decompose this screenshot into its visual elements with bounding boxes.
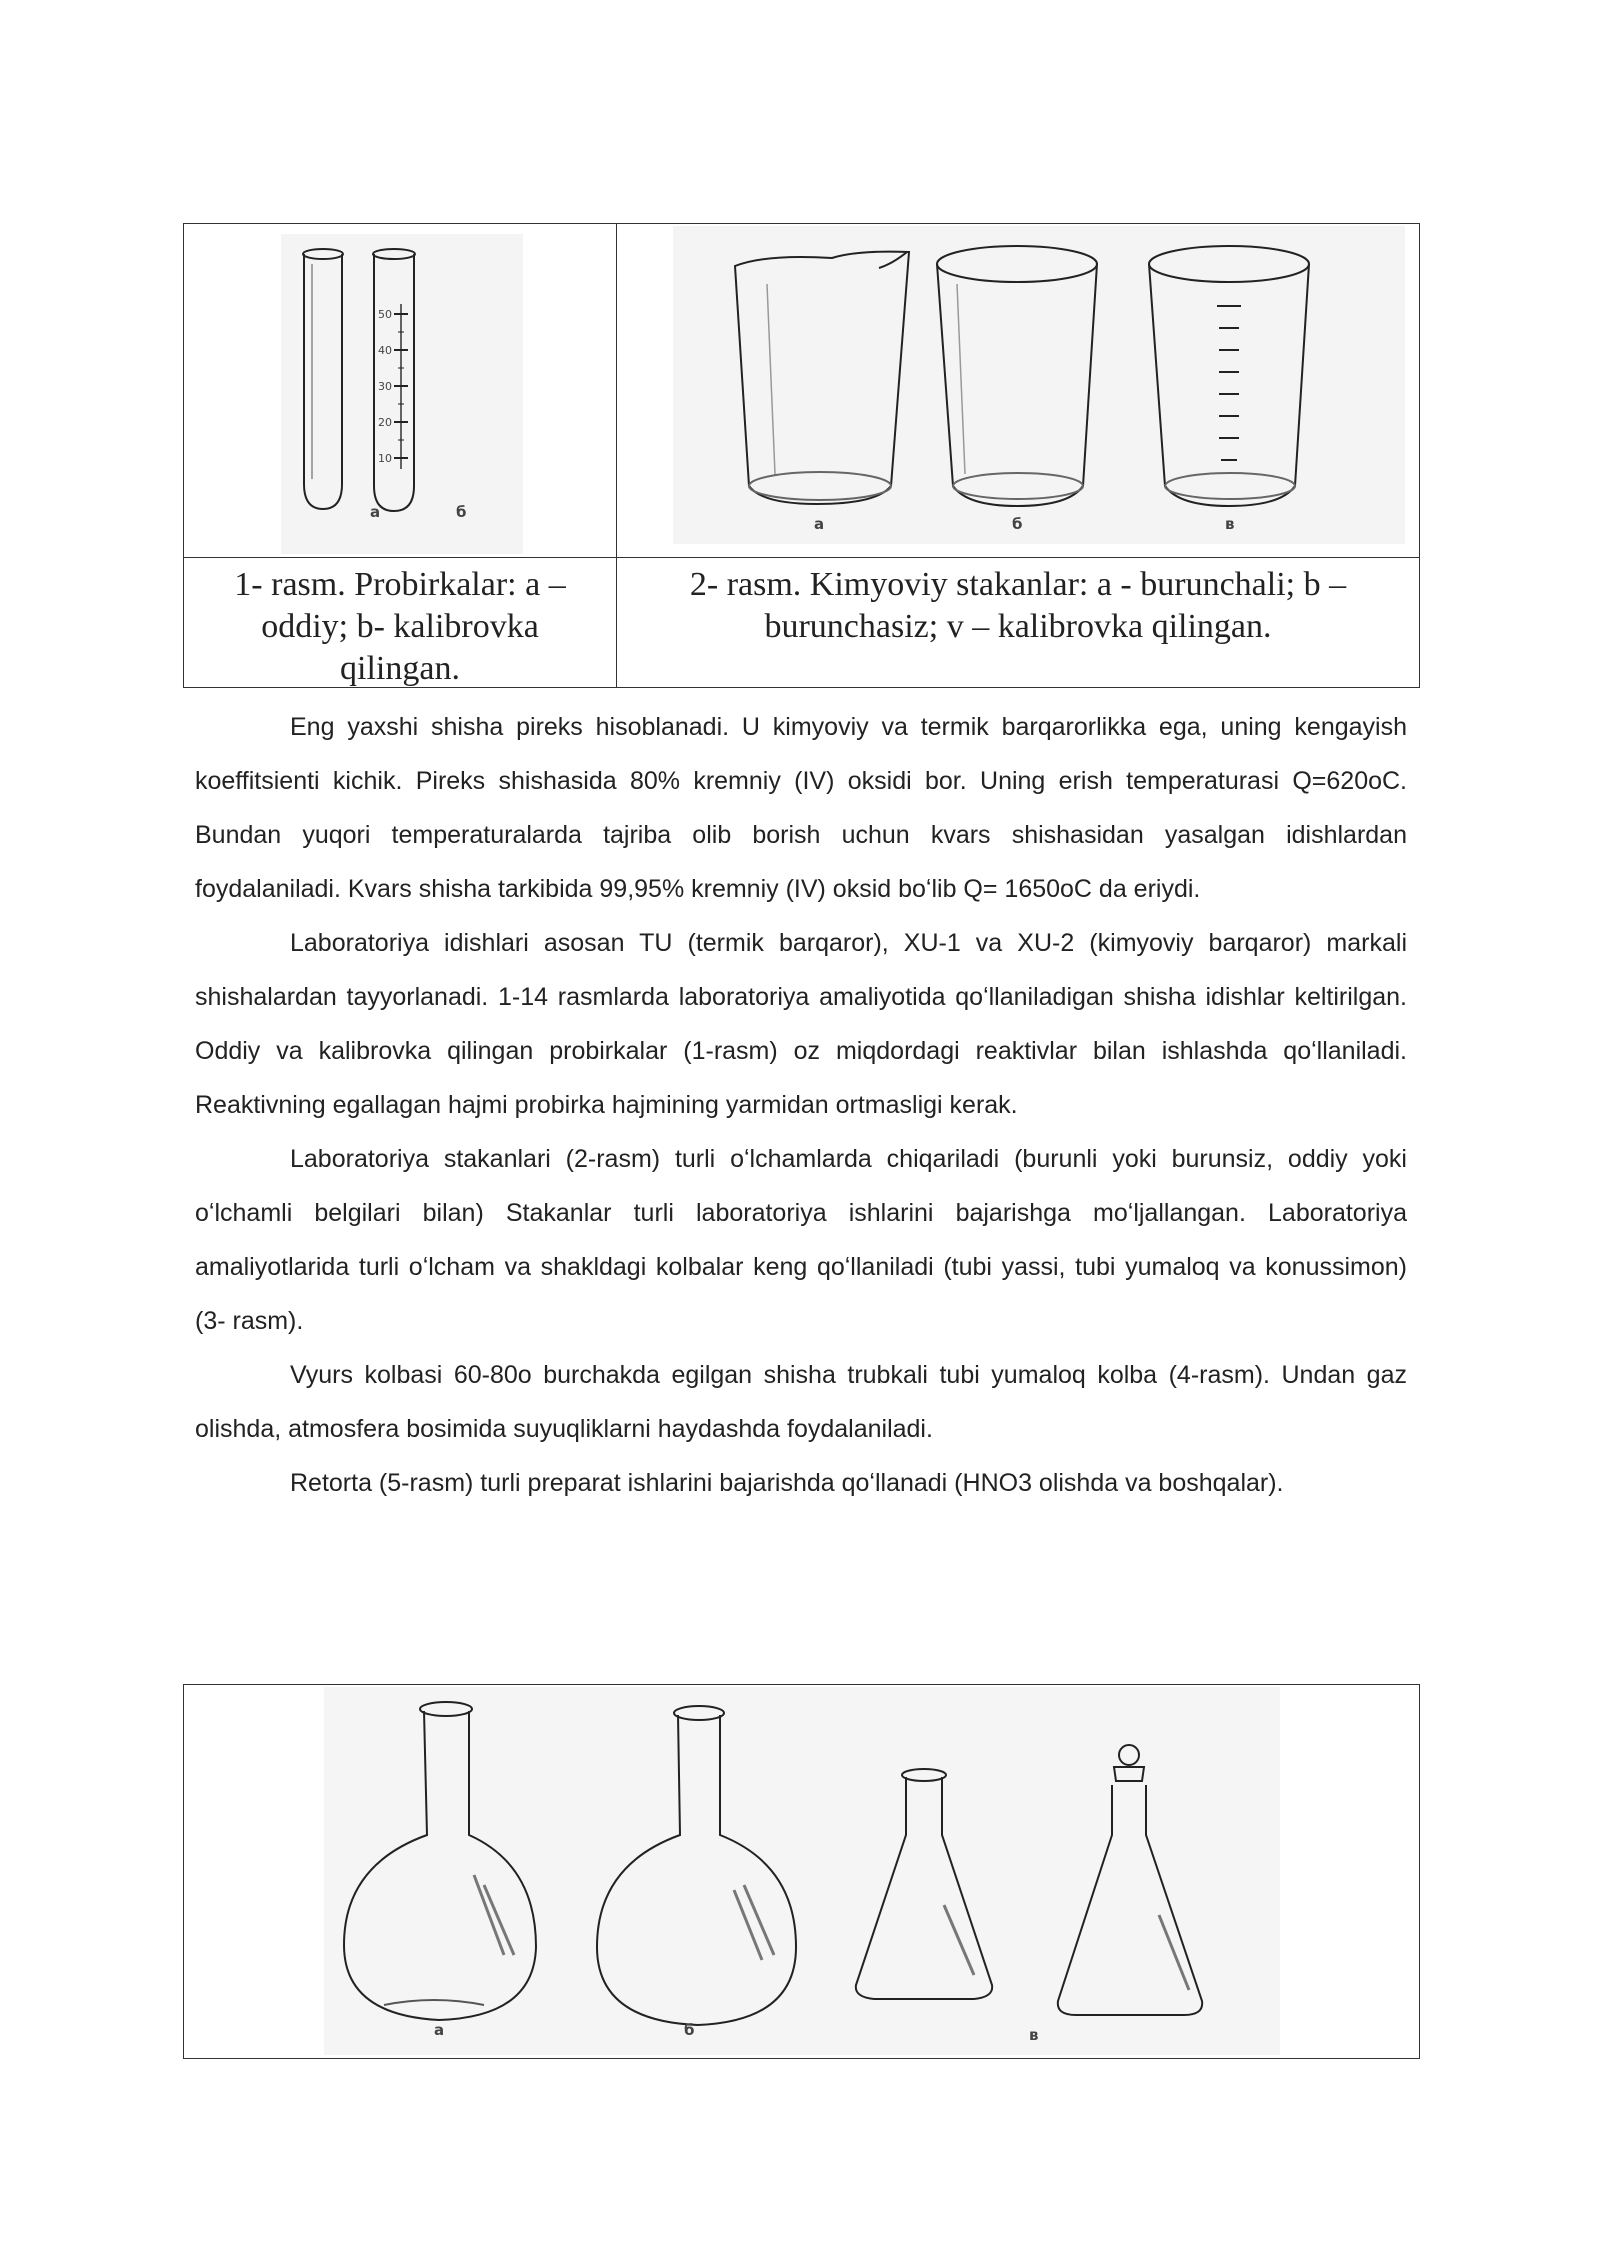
fig2-caption-cell xyxy=(617,558,1419,687)
fig3-label-v: в xyxy=(1029,2026,1039,2044)
test-tubes-figure xyxy=(184,224,617,558)
fig1-label-b: б xyxy=(456,503,467,521)
fig2-label-v: в xyxy=(1225,515,1235,533)
paragraph-glass-grades: Laboratoriya idishlari asosan TU (termik barqaror), XU-1 va XU-2 (kimyoviy barqaror) markali shishalardan tayyorlanadi. 1-14 rasmlarda laboratoriya amaliyotida qoʻllaniladigan shisha idishlar keltirilgan. Oddiy va kalibrovka qilingan probirkalar (1-rasm) oz miqdordagi reaktivlar bilan ishlashda qoʻllaniladi. Reaktivning egallagan hajmi probirka hajmining yarmidan ortmasligi kerak. xyxy=(195,929,1407,1119)
fig2-label-a: а xyxy=(814,515,825,533)
fig2-label-b: б xyxy=(1012,515,1023,533)
test-tubes-drawing xyxy=(184,224,617,558)
paragraph-pyrex: Eng yaxshi shisha pireks hisoblanadi. U kimyoviy va termik barqarorlikka ega, uning kengayish koeffitsienti kichik. Pireks shishasida 80% kremniy (IV) oksidi bor. Uning erish temperaturasi Q=620oC. Bundan yuqori temperaturalarda tajriba olib borish uchun kvars shishasidan yasalgan idishlardan foydalaniladi. Kvars shisha tarkibida 99,95% kremniy (IV) oksid boʻlib Q= 1650oC da eriydi. xyxy=(195,713,1407,903)
flasks-drawing xyxy=(184,1685,1421,2060)
fig2-caption: 2- rasm. Kimyoviy stakanlar: a - burunchali; b – burunchasiz; v – kalibrovka qilingan. xyxy=(689,566,1347,645)
scale-label-20: 20 xyxy=(378,416,392,429)
scale-label-50: 50 xyxy=(378,308,392,321)
flasks-figure xyxy=(183,1684,1420,2059)
fig1-caption-cell xyxy=(184,558,617,687)
fig3-label-b: б xyxy=(684,2021,695,2039)
body-text xyxy=(195,700,1407,1510)
fig1-caption: 1- rasm. Probirkalar: a – oddiy; b- kalibrovka qilingan. xyxy=(234,566,566,687)
scale-label-40: 40 xyxy=(378,344,392,357)
scale-label-30: 30 xyxy=(378,380,392,393)
paragraph-beakers: Laboratoriya stakanlari (2-rasm) turli oʻlchamlarda chiqariladi (burunli yoki burunsiz, oddiy yoki oʻlchamli belgilari bilan) Stakanlar turli laboratoriya ishlarini bajarishga moʻljallangan. Laboratoriya amaliyotlarida turli oʻlcham va shakldagi kolbalar keng qoʻllaniladi (tubi yassi, tubi yumaloq va konussimon) (3- rasm). xyxy=(195,1145,1407,1335)
figure-table xyxy=(183,223,1420,688)
scale-label-10: 10 xyxy=(378,452,392,465)
fig3-label-a: а xyxy=(434,2021,445,2039)
beakers-drawing xyxy=(617,224,1419,558)
paragraph-retort: Retorta (5-rasm) turli preparat ishlarini bajarishda qoʻllanadi (HNO3 olishda va boshqalar). xyxy=(290,1469,1284,1497)
paragraph-wurtz-flask: Vyurs kolbasi 60-80o burchakda egilgan shisha trubkali tubi yumaloq kolba (4-rasm). Undan gaz olishda, atmosfera bosimida suyuqliklarni haydashda foydalaniladi. xyxy=(195,1361,1407,1443)
beakers-figure xyxy=(617,224,1419,558)
fig1-label-a: а xyxy=(370,503,381,521)
